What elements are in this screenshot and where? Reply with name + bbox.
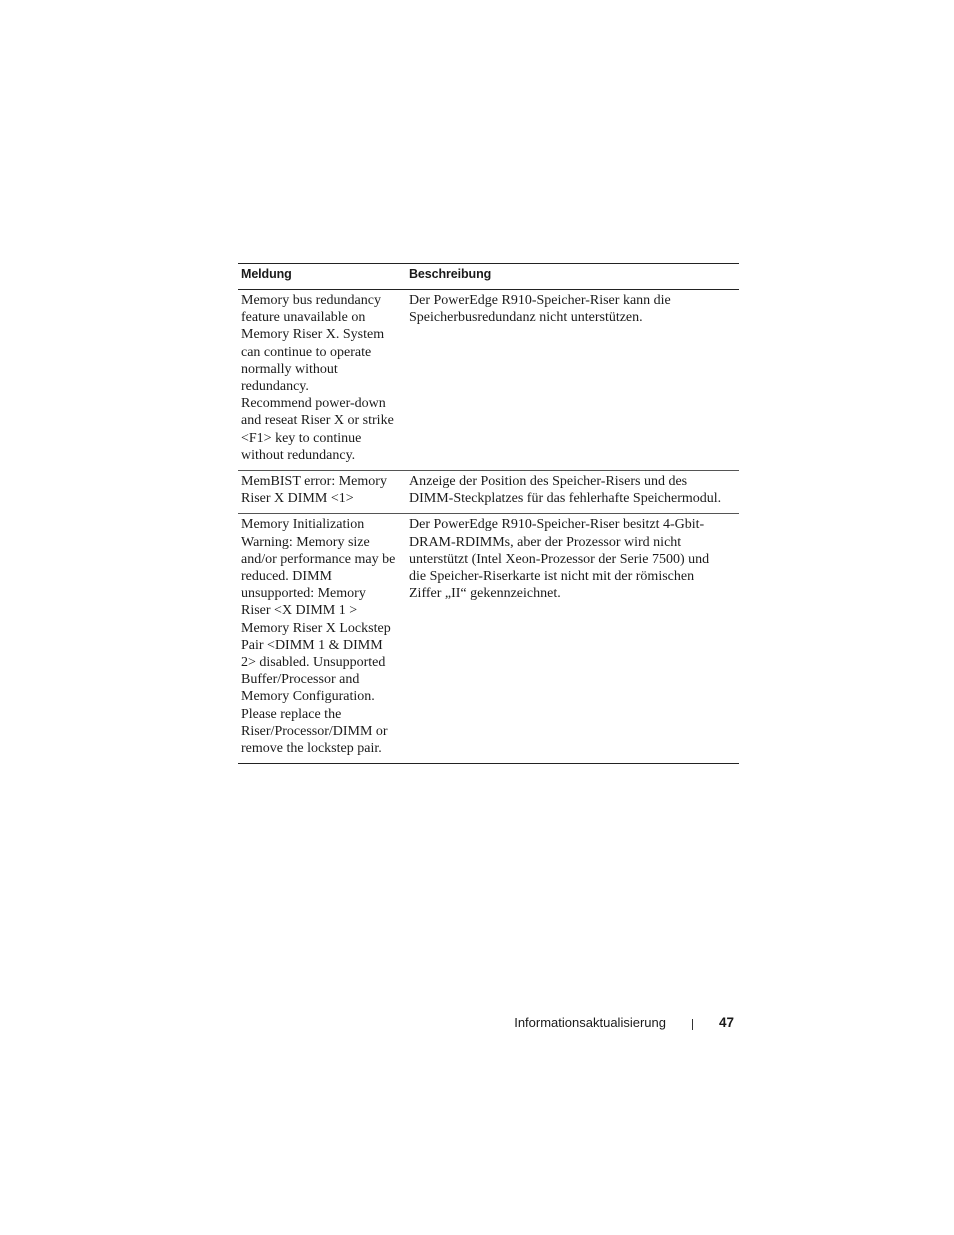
column-header-description: Beschreibung bbox=[406, 264, 739, 290]
page-footer bbox=[514, 1015, 734, 1030]
message-table bbox=[238, 263, 739, 764]
description-cell: Der PowerEdge R910-Speicher-Riser besitzt 4-Gbit- DRAM-RDIMMs, aber der Prozessor wird nicht unterstützt (Intel Xeon-Prozessor der Serie 7500) und die Speicher-Riserkarte ist nicht mit der römischen Ziffer „II“ gekennzeichnet. bbox=[406, 514, 739, 764]
description-cell: Der PowerEdge R910-Speicher-Riser kann die Speicherbusredundanz nicht unterstützen. bbox=[406, 290, 739, 471]
table-row bbox=[238, 514, 739, 764]
column-header-message: Meldung bbox=[238, 264, 406, 290]
message-cell: MemBIST error: Memory Riser X DIMM <1> bbox=[238, 471, 406, 514]
page-number: 47 bbox=[718, 1015, 734, 1030]
footer-section-title: Informationsaktualisierung bbox=[514, 1015, 666, 1030]
table-row bbox=[238, 290, 739, 471]
table-header-row bbox=[238, 264, 739, 290]
table-row bbox=[238, 471, 739, 514]
message-cell: Memory Initialization Warning: Memory size and/or performance may be reduced. DIMM unsupported: Memory Riser <X DIMM 1 > Memory Riser X Lockstep Pair <DIMM 1 & DIMM 2> disabled. Unsupported Buffer/Processor and Memory Configuration. Please replace the Riser/Processor/DIMM or remove the lockstep pair. bbox=[238, 514, 406, 764]
description-cell: Anzeige der Position des Speicher-Risers und des DIMM-Steckplatzes für das fehlerhafte Speichermodul. bbox=[406, 471, 739, 514]
footer-separator bbox=[692, 1019, 693, 1030]
message-cell: Memory bus redundancy feature unavailable on Memory Riser X. System can continue to operate normally without redundancy. Recommend power-down and reseat Riser X or strike <F1> key to continue without redundancy. bbox=[238, 290, 406, 471]
